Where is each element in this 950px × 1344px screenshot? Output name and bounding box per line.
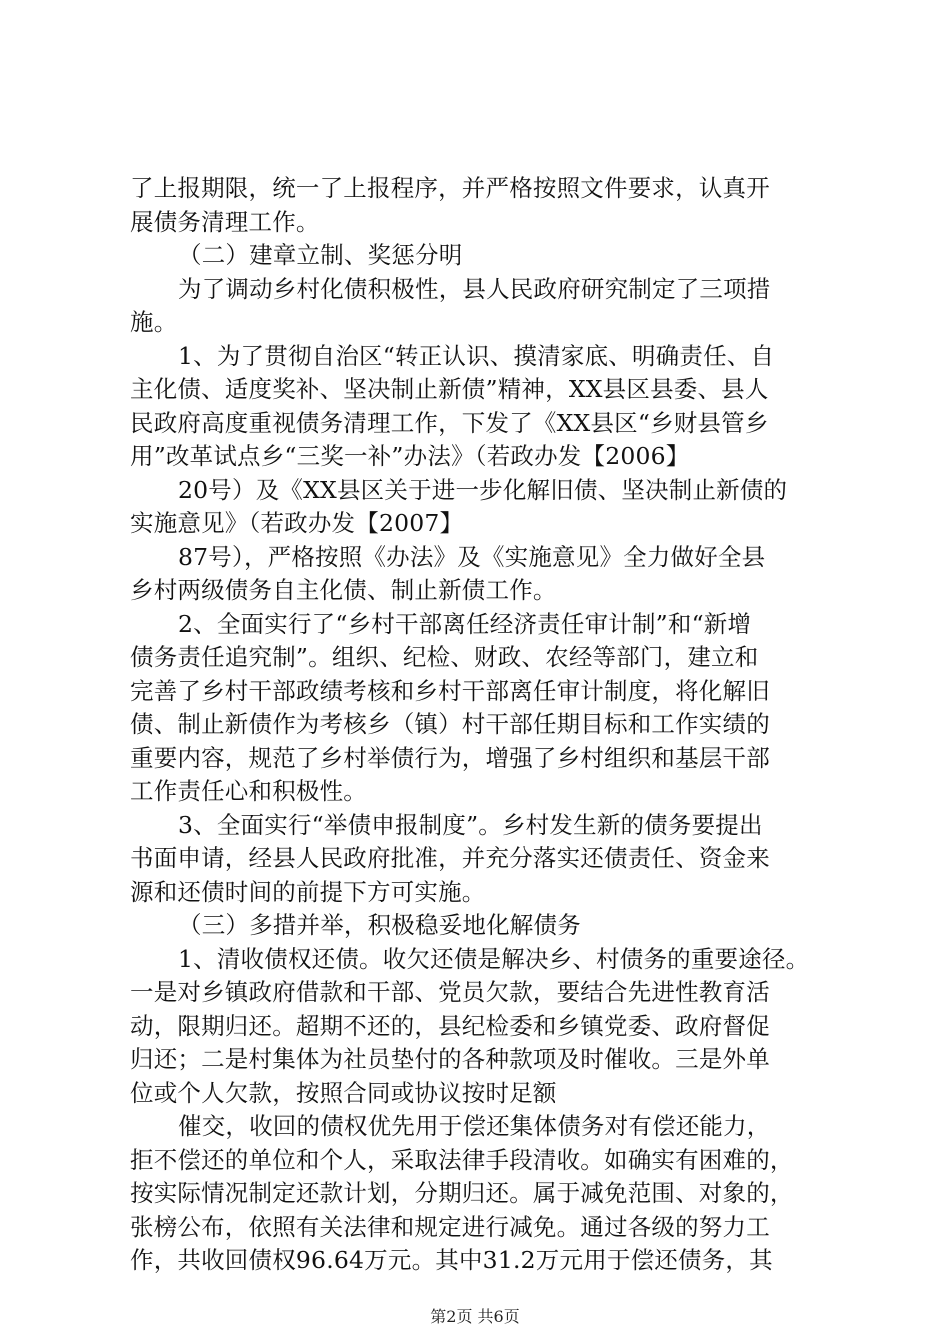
- text-line: 债务责任追究制”。组织、纪检、财政、农经等部门，建立和: [130, 643, 759, 671]
- text-line: 位或个人欠款，按照合同或协议按时足额: [130, 1079, 557, 1107]
- text-line: 实施意见》（若政办发【2007】: [130, 509, 464, 537]
- text-line: 3、全面实行“举债申报制度”。乡村发生新的债务要提出: [178, 811, 763, 839]
- text-line: 2、全面实行了“乡村干部离任经济责任审计制”和“新增: [178, 610, 752, 638]
- text-line: 工作责任心和积极性。: [130, 777, 367, 805]
- text-line: 一是对乡镇政府借款和干部、党员欠款，要结合先进性教育活: [130, 978, 770, 1006]
- text-line: 动，限期归还。超期不还的，县纪检委和乡镇党委、政府督促: [130, 1012, 770, 1040]
- text-line: 展债务清理工作。: [130, 208, 320, 236]
- text-line: 拒不偿还的单位和个人，采取法律手段清收。如确实有困难的，: [130, 1146, 794, 1174]
- text-line: 20号）及《XX县区关于进一步化解旧债、坚决制止新债的: [178, 476, 788, 504]
- text-line: 主化债、适度奖补、坚决制止新债”精神，XX县区县委、县人: [130, 375, 769, 403]
- text-line: 债、制止新债作为考核乡（镇）村干部任期目标和工作实绩的: [130, 710, 770, 738]
- text-line: 施。: [130, 308, 178, 336]
- text-line: 民政府高度重视债务清理工作，下发了《XX县区“乡财县管乡: [130, 409, 769, 437]
- page-number: 第2页 共6页: [430, 1307, 520, 1326]
- text-line: 按实际情况制定还款计划，分期归还。属于减免范围、对象的，: [130, 1179, 794, 1207]
- text-line: 87号），严格按照《办法》及《实施意见》全力做好全县: [178, 543, 766, 571]
- section-heading: （三）多措并举，积极稳妥地化解债务: [178, 911, 581, 939]
- text-line: 了上报期限，统一了上报程序，并严格按照文件要求，认真开: [130, 174, 770, 202]
- text-line: 乡村两级债务自主化债、制止新债工作。: [130, 576, 557, 604]
- section-heading: （二）建章立制、奖惩分明: [178, 241, 463, 269]
- text-line: 书面申请，经县人民政府批准，并充分落实还债责任、资金来: [130, 844, 770, 872]
- text-line: 1、清收债权还债。收欠还债是解决乡、村债务的重要途径。: [178, 945, 810, 973]
- text-line: 归还；二是村集体为社员垫付的各种款项及时催收。三是外单: [130, 1045, 770, 1073]
- text-line: 为了调动乡村化债积极性，县人民政府研究制定了三项措: [178, 275, 771, 303]
- text-line: 催交，收回的债权优先用于偿还集体债务对有偿还能力，: [178, 1112, 771, 1140]
- text-line: 重要内容，规范了乡村举债行为，增强了乡村组织和基层干部: [130, 744, 770, 772]
- text-line: 用”改革试点乡“三奖一补”办法》（若政办发【2006】: [130, 442, 690, 470]
- text-line: 张榜公布，依照有关法律和规定进行减免。通过各级的努力工: [130, 1213, 770, 1241]
- text-line: 1、为了贯彻自治区“转正认识、摸清家底、明确责任、自: [178, 342, 775, 370]
- text-line: 完善了乡村干部政绩考核和乡村干部离任审计制度，将化解旧: [130, 677, 770, 705]
- text-line: 源和还债时间的前提下方可实施。: [130, 878, 486, 906]
- text-line: 作，共收回债权96.64万元。其中31.2万元用于偿还债务，其: [130, 1246, 773, 1274]
